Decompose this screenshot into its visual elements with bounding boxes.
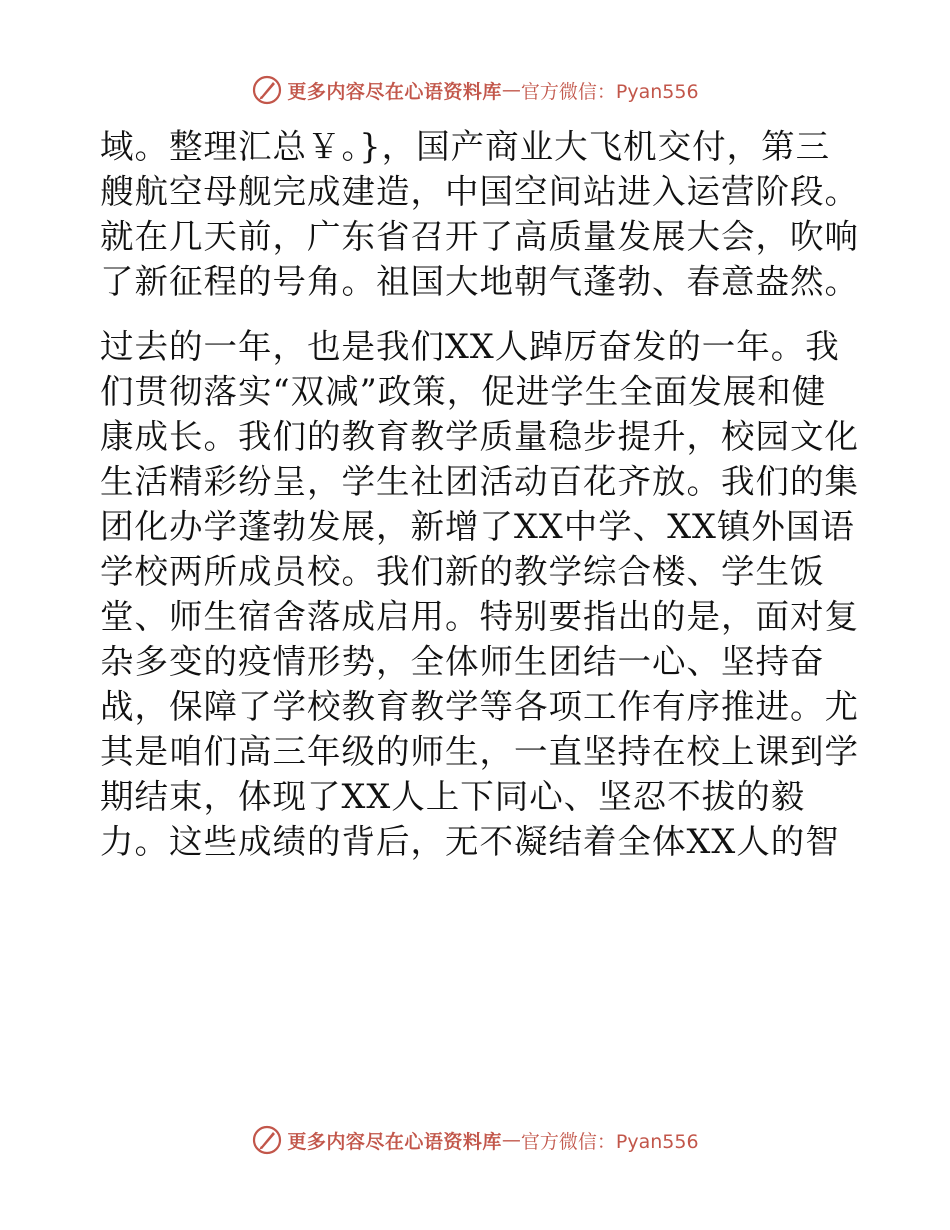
text-line: 团化办学蓬勃发展，新增了XX中学、XX镇外国语 xyxy=(100,507,855,546)
banner-dash: — xyxy=(501,1129,521,1151)
text-line: 生活精彩纷呈，学生社团活动百花齐放。我们的集 xyxy=(100,462,859,501)
text-line: 就在几天前，广东省召开了高质量发展大会，吹响 xyxy=(100,217,859,256)
banner-main-text: 更多内容尽在心语资料库 xyxy=(287,1130,502,1153)
quill-logo-icon xyxy=(251,74,283,106)
paragraph-2 xyxy=(100,324,860,864)
text-line: 域。整理汇总￥。}，国产商业大飞机交付，第三 xyxy=(100,127,831,166)
quill-logo-icon xyxy=(251,1124,283,1156)
header-banner xyxy=(0,70,950,110)
text-line: 杂多变的疫情形势，全体师生团结一心、坚持奋 xyxy=(100,642,825,681)
text-line: 过去的一年，也是我们XX人踔厉奋发的一年。我 xyxy=(100,327,840,366)
banner-wechat-text: 官方微信：Pyan556 xyxy=(520,80,699,103)
paragraph-1 xyxy=(100,124,860,304)
banner-dash: — xyxy=(501,79,521,101)
text-line: 艘航空母舰完成建造，中国空间站进入运营阶段。 xyxy=(100,172,859,211)
text-line: 康成长。我们的教育教学质量稳步提升，校园文化 xyxy=(100,417,859,456)
text-line: 期结束，体现了XX人上下同心、坚忍不拔的毅 xyxy=(100,777,806,816)
text-line: 战，保障了学校教育教学等各项工作有序推进。尤 xyxy=(100,687,859,726)
text-line: 了新征程的号角。祖国大地朝气蓬勃、春意盎然。 xyxy=(100,262,859,301)
document-body xyxy=(100,124,860,864)
footer-banner xyxy=(0,1120,950,1160)
text-line: 其是咱们高三年级的师生，一直坚持在校上课到学 xyxy=(100,732,859,771)
banner-main-text: 更多内容尽在心语资料库 xyxy=(287,80,502,103)
banner-wechat-text: 官方微信：Pyan556 xyxy=(520,1130,699,1153)
text-line: 堂、师生宿舍落成启用。特别要指出的是，面对复 xyxy=(100,597,859,636)
text-line: 们贯彻落实“双减”政策，促进学生全面发展和健 xyxy=(100,372,827,411)
text-line: 力。这些成绩的背后，无不凝结着全体XX人的智 xyxy=(100,822,840,861)
text-line: 学校两所成员校。我们新的教学综合楼、学生饭 xyxy=(100,552,825,591)
